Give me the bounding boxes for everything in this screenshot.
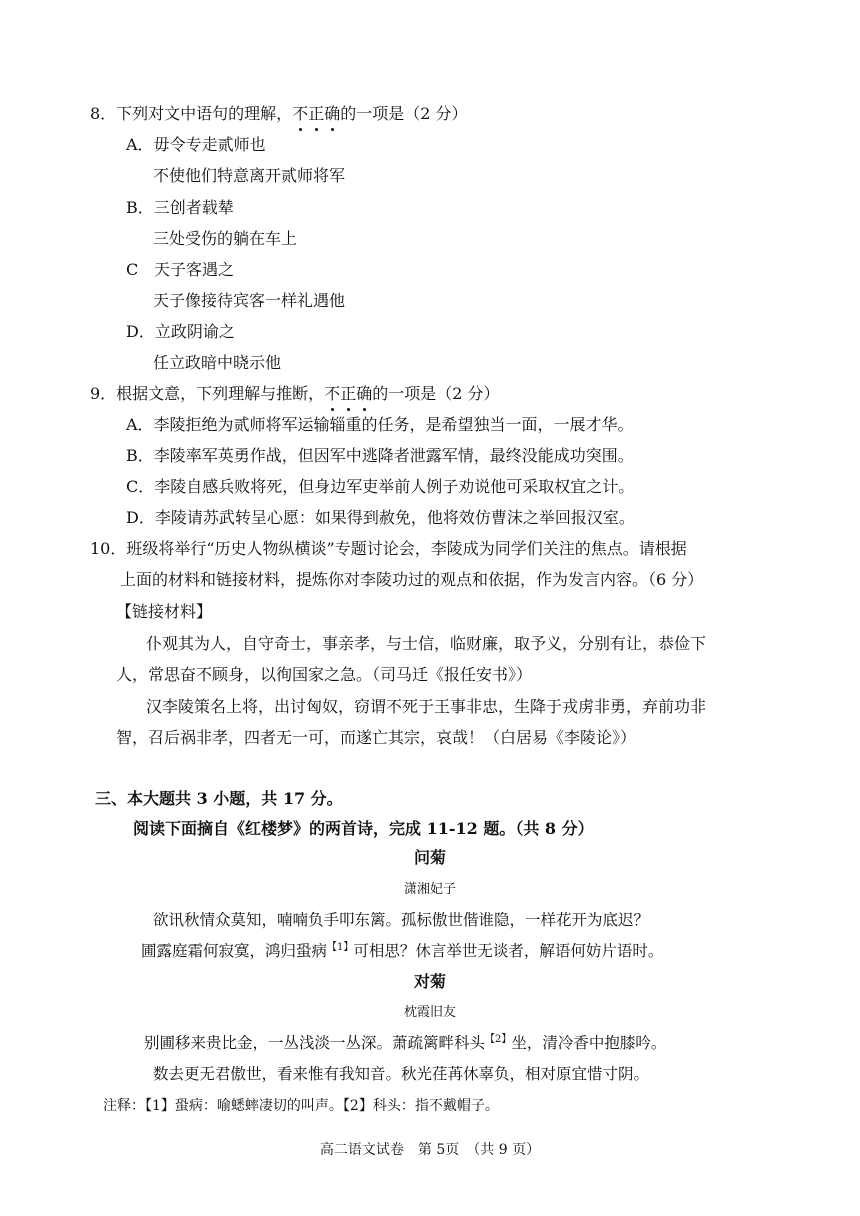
q8-option-b-explain: 三处受伤的躺在车上 [153, 229, 298, 248]
emphasis-char: 正 [308, 104, 324, 123]
link-material-para2-line2: 智，召后祸非孝，四者无一可，而遂亡其宗，哀哉！（白居易《李陵论》） [116, 728, 637, 747]
q9-option-a: A．李陵拒绝为贰师将军运输辎重的任务，是希望独当一面，一展才华。 [126, 415, 634, 434]
q9-option-c: C．李陵自感兵败将死，但身边军吏举前人例子劝说他可采取权宜之计。 [126, 477, 635, 496]
q8-option-c-explain: 天子像接待宾客一样礼遇他 [153, 291, 346, 310]
emphasis-char: 不 [324, 384, 340, 403]
q8-option-b: B．三创者载辇 [126, 198, 234, 217]
poem-2-line-1: 别圃移来贵比金，一丛浅淡一丛深。萧疏篱畔科头$^{【2】}$坐，清冷香中抱膝吟。 [144, 1033, 667, 1052]
emphasis-char: 不 [292, 104, 308, 123]
q8-option-c: C 天子客遇之 [126, 260, 235, 279]
q8-option-d: D．立政阴谕之 [126, 322, 235, 341]
q9-option-d: D．李陵请苏武转呈心愿：如果得到赦免，他将效仿曹沫之举回报汉室。 [126, 508, 635, 527]
emphasis-char: 正 [340, 384, 356, 403]
q8-option-d-explain: 任立政暗中晓示他 [153, 353, 282, 372]
link-material-para1-line1: 仆观其为人，自守奇士，事亲孝，与士信，临财廉，取予义，分别有让，恭俭下 [146, 634, 707, 653]
question-10-stem-line1: 10．班级将举行“历史人物纵横谈”专题讨论会，李陵成为同学们关注的焦点。请根据 [90, 539, 687, 558]
section-3-heading: 三、本大题共 3 小题，共 17 分。 [95, 789, 343, 808]
poem-1-line-1: 欲讯秋情众莫知，喃喃负手叩东篱。孤标傲世偕谁隐，一样花开为底迟？ [153, 911, 650, 929]
poem-1-title: 问菊 [413, 848, 446, 867]
emphasis-char: 确 [356, 384, 372, 403]
question-9-stem: 9．根据文意，下列理解与推断，不 正 确 的一项是（2 分） [90, 384, 500, 404]
link-material-para1-line2: 人，常思奋不顾身，以徇国家之急。（司马迁《报任安书》） [116, 665, 533, 684]
poem-2-title: 对菊 [413, 972, 446, 991]
poem-2-line-2: 数去更无君傲世，看来惟有我知音。秋光荏苒休辜负，相对原宜惜寸阴。 [153, 1065, 650, 1083]
link-material-para2-line1: 汉李陵策名上将，出讨匈奴，窃谓不死于王事非忠，生降于戎虏非勇，弃前功非 [146, 697, 707, 716]
page-footer: 高二语文试卷 第 5页 （共 9 页） [319, 1142, 541, 1158]
footnote-ref-1: 【1】 [327, 941, 354, 953]
question-8-stem: 8．下列对文中语句的理解，不 正 确 的一项是（2 分） [90, 104, 468, 124]
footnote-ref-2: 【2】 [485, 1033, 512, 1045]
q8-option-a: A．毋令专走贰师也 [126, 135, 266, 154]
q9-option-b: B．李陵率军英勇作战，但因军中逃降者泄露军情，最终没能成功突围。 [126, 446, 634, 465]
section-3-instruction: 阅读下面摘自《红楼梦》的两首诗，完成 11-12 题。（共 8 分） [133, 819, 594, 838]
q8-option-a-explain: 不使他们特意离开贰师将军 [153, 166, 346, 185]
poem-1-line-2: 圃露庭霜何寂寞，鸿归蛩病$^{【1】}$可相思？休言举世无谈者，解语何妨片语时。 [141, 941, 664, 960]
poem-2-author: 枕霞旧友 [403, 1005, 456, 1020]
link-material-title: 【链接材料】 [116, 602, 213, 621]
poem-1-author: 潇湘妃子 [403, 882, 456, 897]
question-10-stem-line2: 上面的材料和链接材料，提炼你对李陵功过的观点和依据，作为发言内容。（6 分） [120, 570, 704, 589]
footnotes: 注释：【1】蛩病：喻蟋蟀凄切的叫声。【2】科头：指不戴帽子。 [103, 1098, 499, 1114]
emphasis-char: 确 [324, 104, 340, 123]
